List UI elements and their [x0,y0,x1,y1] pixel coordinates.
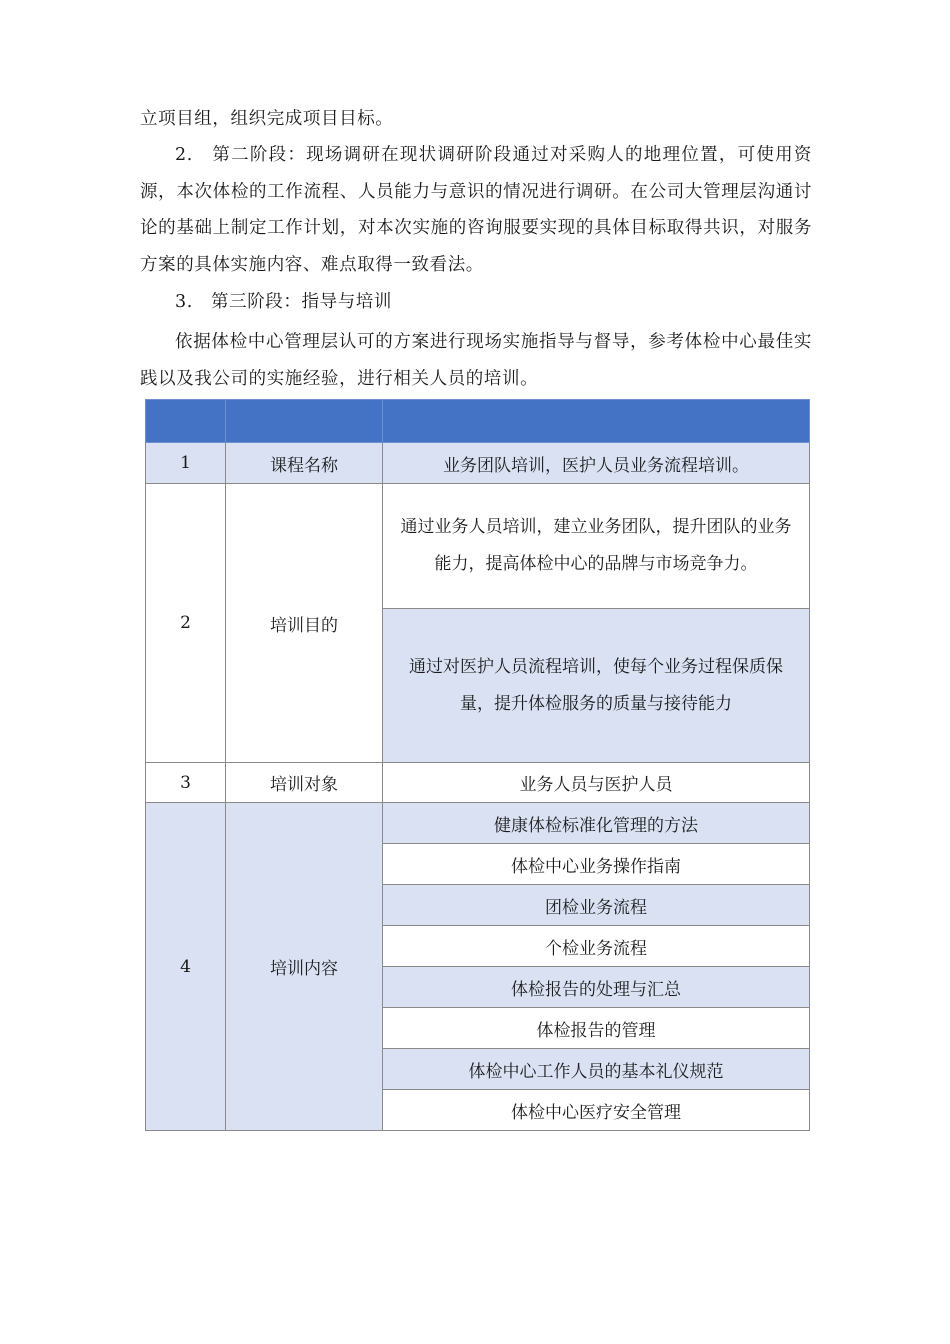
header-cell-content [383,400,810,443]
row-content: 业务人员与医护人员 [383,763,810,803]
content-item: 体检报告的管理 [383,1008,810,1049]
row-item: 培训内容 [226,803,383,1131]
row-number: 4 [146,803,226,1131]
content-item: 体检中心医疗安全管理 [383,1090,810,1131]
header-cell-no [146,400,226,443]
row-number: 1 [146,443,226,484]
row-content [383,484,810,609]
row-item: 培训目的 [226,484,383,763]
header-cell-item [226,400,383,443]
paragraph-continuation: 立项目组，组织完成项目目标。 [140,109,394,129]
training-table [145,399,810,1131]
content-item: 体检中心业务操作指南 [383,844,810,885]
table-row [146,484,810,609]
paragraph-stage-2: 2. 第二阶段：现场调研在现状调研阶段通过对采购人的地理位置，可使用资源，本次体检的工作流程、人员能力与意识的情况进行调研。在公司大管理层沟通讨论的基础上制定工作计划，对本次实施的咨询服要实现的具体目标取得共识，对服务方案的具体实施内容、难点取得一致看法。 [140,145,812,275]
row-item: 培训对象 [226,763,383,803]
content-item: 个检业务流程 [383,926,810,967]
purpose-text: 通过业务人员培训，建立业务团队，提升团队的业务能力，提高体检中心的品牌与市场竞争力。 [400,517,792,574]
table-row [146,803,810,844]
purpose-text: 通过对医护人员流程培训，使每个业务过程保质保量，提升体检服务的质量与接待能力 [409,656,783,714]
content-item: 团检业务流程 [383,885,810,926]
row-item: 课程名称 [226,443,383,484]
table-row [146,443,810,484]
paragraph-stage-3-heading: 3. 第三阶段：指导与培训 [175,292,392,312]
row-number: 3 [146,763,226,803]
content-item: 健康体检标准化管理的方法 [383,803,810,844]
row-content [383,609,810,763]
content-item: 体检中心工作人员的基本礼仪规范 [383,1049,810,1090]
content-item: 体检报告的处理与汇总 [383,967,810,1008]
table-header-row [146,400,810,443]
row-number: 2 [146,484,226,763]
row-content: 业务团队培训，医护人员业务流程培训。 [383,443,810,484]
table-row [146,763,810,803]
paragraph-stage-3-body: 依据体检中心管理层认可的方案进行现场实施指导与督导，参考体检中心最佳实践以及我公司的实施经验，进行相关人员的培训。 [140,332,812,389]
